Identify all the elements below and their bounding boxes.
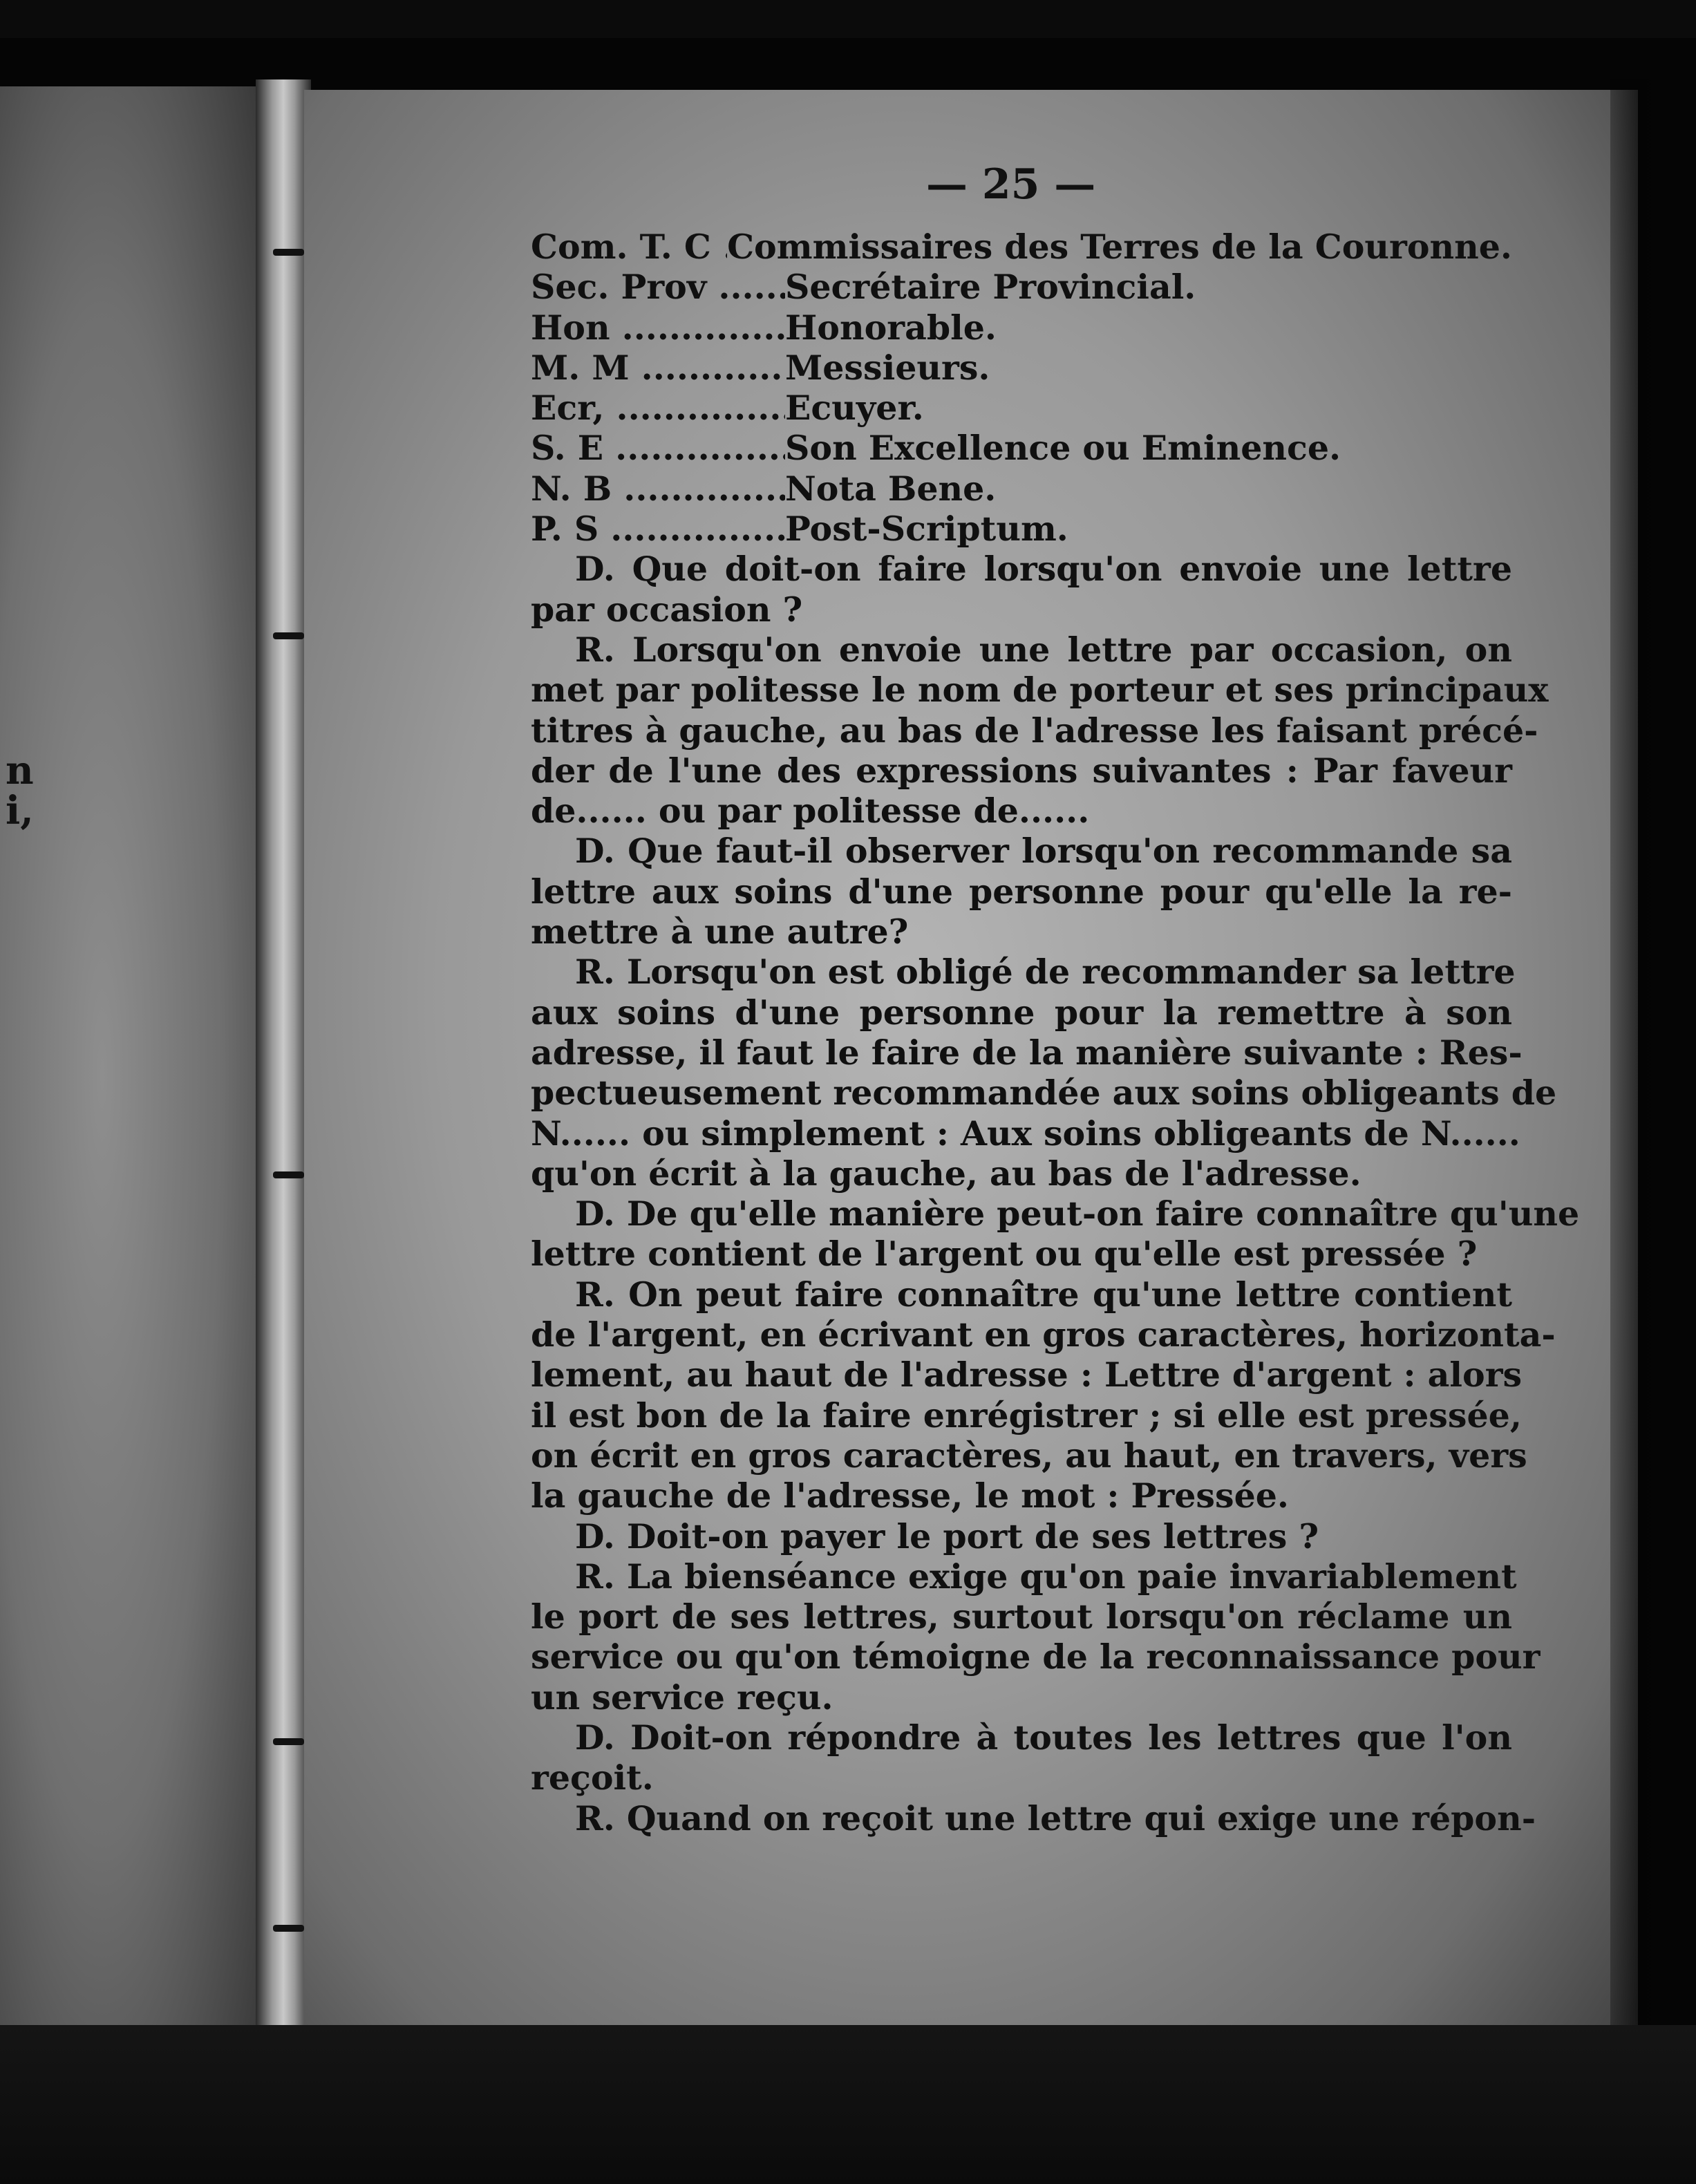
text-line: lettre contient de l'argent ou qu'elle est pressée ? xyxy=(531,1234,1478,1274)
text-line: R. On peut faire connaître qu'une lettre contient xyxy=(575,1274,1512,1315)
text-line: D. Que faut-il observer lorsqu'on recommande sa xyxy=(575,831,1512,872)
binding-stitch xyxy=(273,1925,304,1932)
abbreviation-meaning: Ecuyer. xyxy=(785,388,924,429)
text-line: R. La bienséance exige qu'on paie invariablement xyxy=(575,1556,1517,1597)
text-line: le port de ses lettres, surtout lorsqu'on réclame un xyxy=(531,1597,1512,1637)
text-line: on écrit en gros caractères, au haut, en travers, vers xyxy=(531,1435,1527,1476)
abbreviation-row xyxy=(531,308,1512,348)
text-line: N...... ou simplement : Aux soins obligeants de N...... xyxy=(531,1113,1520,1154)
abbreviation-row xyxy=(531,227,1512,267)
abbreviation-list xyxy=(531,227,1512,549)
text-line: der de l'une des expressions suivantes : Par faveur xyxy=(531,750,1512,791)
binding-stitch xyxy=(273,1738,304,1745)
abbreviation: Sec. Prov ..... xyxy=(531,267,785,307)
text-line: pectueusement recommandée aux soins obligeants de xyxy=(531,1073,1557,1113)
abbreviation-row xyxy=(531,267,1512,307)
text-line: R. Lorsqu'on envoie une lettre par occasion, on xyxy=(575,629,1512,670)
text-line: reçoit. xyxy=(531,1758,654,1798)
abbreviation-row xyxy=(531,388,1512,428)
binding-stitch xyxy=(273,632,304,639)
text-line: D. De qu'elle manière peut-on faire connaître qu'une xyxy=(575,1194,1580,1234)
binding-stitch xyxy=(273,249,304,256)
abbreviation-meaning: Honorable. xyxy=(785,307,997,348)
abbreviation-meaning: Son Excellence ou Eminence. xyxy=(785,428,1341,469)
abbreviation: Com. T. C ..... xyxy=(531,227,727,267)
text-line: qu'on écrit à la gauche, au bas de l'adresse. xyxy=(531,1153,1361,1194)
abbreviation-row xyxy=(531,428,1512,468)
text-line: par occasion ? xyxy=(531,589,803,630)
abbreviation-meaning: Commissaires des Terres de la Couronne. xyxy=(727,227,1512,267)
text-line: service ou qu'on témoigne de la reconnaissance pour xyxy=(531,1637,1540,1677)
text-line: il est bon de la faire enrégistrer ; si elle est pressée, xyxy=(531,1395,1522,1435)
abbreviation: N. B ..... xyxy=(531,469,785,509)
text-line: met par politesse le nom de porteur et ses principaux xyxy=(531,670,1549,710)
text-line: un service reçu. xyxy=(531,1677,833,1717)
text-line: mettre à une autre? xyxy=(531,912,909,952)
text-line: de...... ou par politesse de...... xyxy=(531,791,1090,831)
abbreviation-meaning: Messieurs. xyxy=(785,347,990,388)
text-line: de l'argent, en écrivant en gros caractères, horizonta- xyxy=(531,1315,1556,1355)
abbreviation-row xyxy=(531,348,1512,388)
text-line: D. Doit-on répondre à toutes les lettres que l'on xyxy=(575,1717,1512,1758)
left-page-fragment: n xyxy=(6,748,34,793)
abbreviation-meaning: Secrétaire Provincial. xyxy=(785,267,1196,308)
binding-fold xyxy=(256,79,311,2084)
left-page xyxy=(0,86,256,2063)
page-body xyxy=(531,158,1580,1838)
abbreviation-row xyxy=(531,509,1512,549)
bottom-margin xyxy=(0,2025,1696,2184)
text-line: la gauche de l'adresse, le mot : Pressée. xyxy=(531,1476,1289,1516)
text-line: lettre aux soins d'une personne pour qu'elle la re- xyxy=(531,871,1512,912)
text-line: D. Que doit-on faire lorsqu'on envoie une lettre xyxy=(575,549,1512,590)
page-edge-shadow xyxy=(1610,79,1696,2084)
text-line: R. Quand on reçoit une lettre qui exige une répon- xyxy=(575,1798,1536,1838)
abbreviation: Ecr, ..... xyxy=(531,388,785,428)
abbreviation-row xyxy=(531,469,1512,509)
binding-stitch xyxy=(273,1171,304,1178)
abbreviation: Hon ..... xyxy=(531,308,785,348)
text-line: aux soins d'une personne pour la remettre à son xyxy=(531,992,1512,1033)
abbreviation: M. M ..... xyxy=(531,348,785,388)
body-text xyxy=(531,549,1580,1838)
abbreviation-meaning: Nota Bene. xyxy=(785,468,997,509)
page-number: — 25 — xyxy=(926,160,1096,209)
text-line: lement, au haut de l'adresse : Lettre d'argent : alors xyxy=(531,1355,1523,1395)
text-line: titres à gauche, au bas de l'adresse les faisant précé- xyxy=(531,710,1538,751)
text-line: R. Lorsqu'on est obligé de recommander sa lettre xyxy=(575,952,1516,992)
left-page-fragment: i, xyxy=(6,788,34,834)
text-line: D. Doit-on payer le port de ses lettres ? xyxy=(575,1516,1319,1556)
abbreviation-meaning: Post-Scriptum. xyxy=(785,509,1068,549)
abbreviation: S. E ..... xyxy=(531,428,785,468)
text-line: adresse, il faut le faire de la manière suivante : Res- xyxy=(531,1032,1523,1073)
abbreviation: P. S ..... xyxy=(531,509,785,549)
